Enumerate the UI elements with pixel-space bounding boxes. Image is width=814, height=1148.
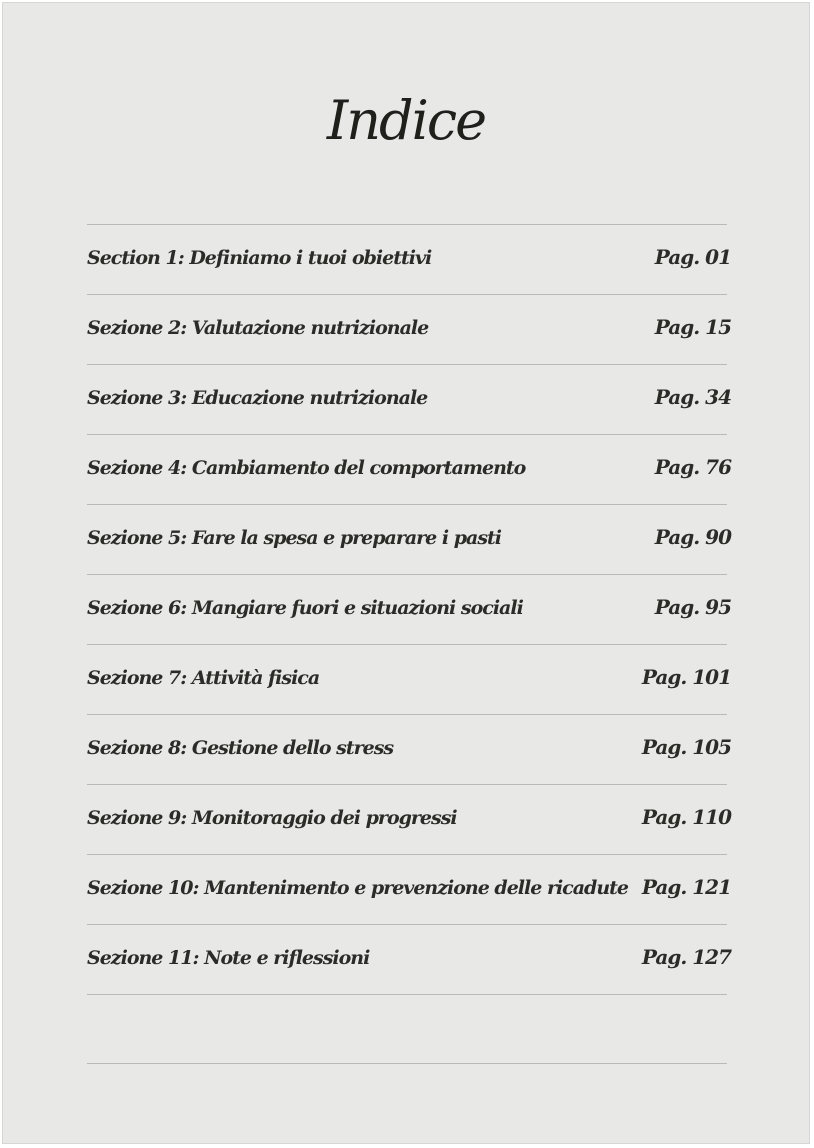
toc-entry-page: Pag. 90: [654, 525, 731, 549]
toc-entry-2: [87, 294, 731, 364]
toc-entry-5: [87, 504, 731, 574]
toc-entry-page: Pag. 127: [641, 945, 731, 969]
toc-entry-page: Pag. 95: [654, 595, 731, 619]
toc-entry-label: Sezione 8: Gestione dello stress: [87, 737, 394, 759]
toc-entry-label: Sezione 7: Attività fisica: [87, 667, 320, 689]
toc-entry-page: Pag. 105: [641, 735, 731, 759]
toc-entry-label: Sezione 10: Mantenimento e prevenzione delle ricadute: [87, 877, 629, 899]
toc-entry-3: [87, 364, 731, 434]
toc-entry-9: [87, 784, 731, 854]
toc-entry-label: Sezione 5: Fare la spesa e preparare i pasti: [87, 527, 502, 549]
table-of-contents: [87, 224, 731, 995]
toc-entry-label: Sezione 9: Monitoraggio dei progressi: [87, 807, 457, 829]
document-page: [2, 2, 810, 1144]
toc-entry-page: Pag. 121: [641, 875, 731, 899]
toc-entry-label: Sezione 11: Note e riflessioni: [87, 947, 370, 969]
toc-entry-page: Pag. 76: [654, 455, 731, 479]
toc-entry-label: Sezione 2: Valutazione nutrizionale: [87, 317, 429, 339]
toc-entry-6: [87, 574, 731, 644]
divider: [87, 994, 727, 995]
toc-entry-8: [87, 714, 731, 784]
toc-entry-1: [87, 224, 731, 294]
page-title: Indice: [326, 89, 486, 152]
toc-entry-label: Sezione 6: Mangiare fuori e situazioni sociali: [87, 597, 523, 619]
divider: [87, 1063, 727, 1064]
toc-entry-label: Sezione 3: Educazione nutrizionale: [87, 387, 428, 409]
toc-entry-4: [87, 434, 731, 504]
toc-entry-page: Pag. 34: [654, 385, 731, 409]
toc-entry-11: [87, 924, 731, 994]
toc-entry-page: Pag. 110: [641, 805, 731, 829]
toc-entry-label: Sezione 4: Cambiamento del comportamento: [87, 457, 526, 479]
toc-entry-page: Pag. 15: [654, 315, 731, 339]
toc-entry-page: Pag. 01: [654, 245, 731, 269]
toc-entry-10: [87, 854, 731, 924]
toc-entry-label: Section 1: Definiamo i tuoi obiettivi: [87, 247, 432, 269]
toc-entry-page: Pag. 101: [641, 665, 731, 689]
toc-entry-7: [87, 644, 731, 714]
